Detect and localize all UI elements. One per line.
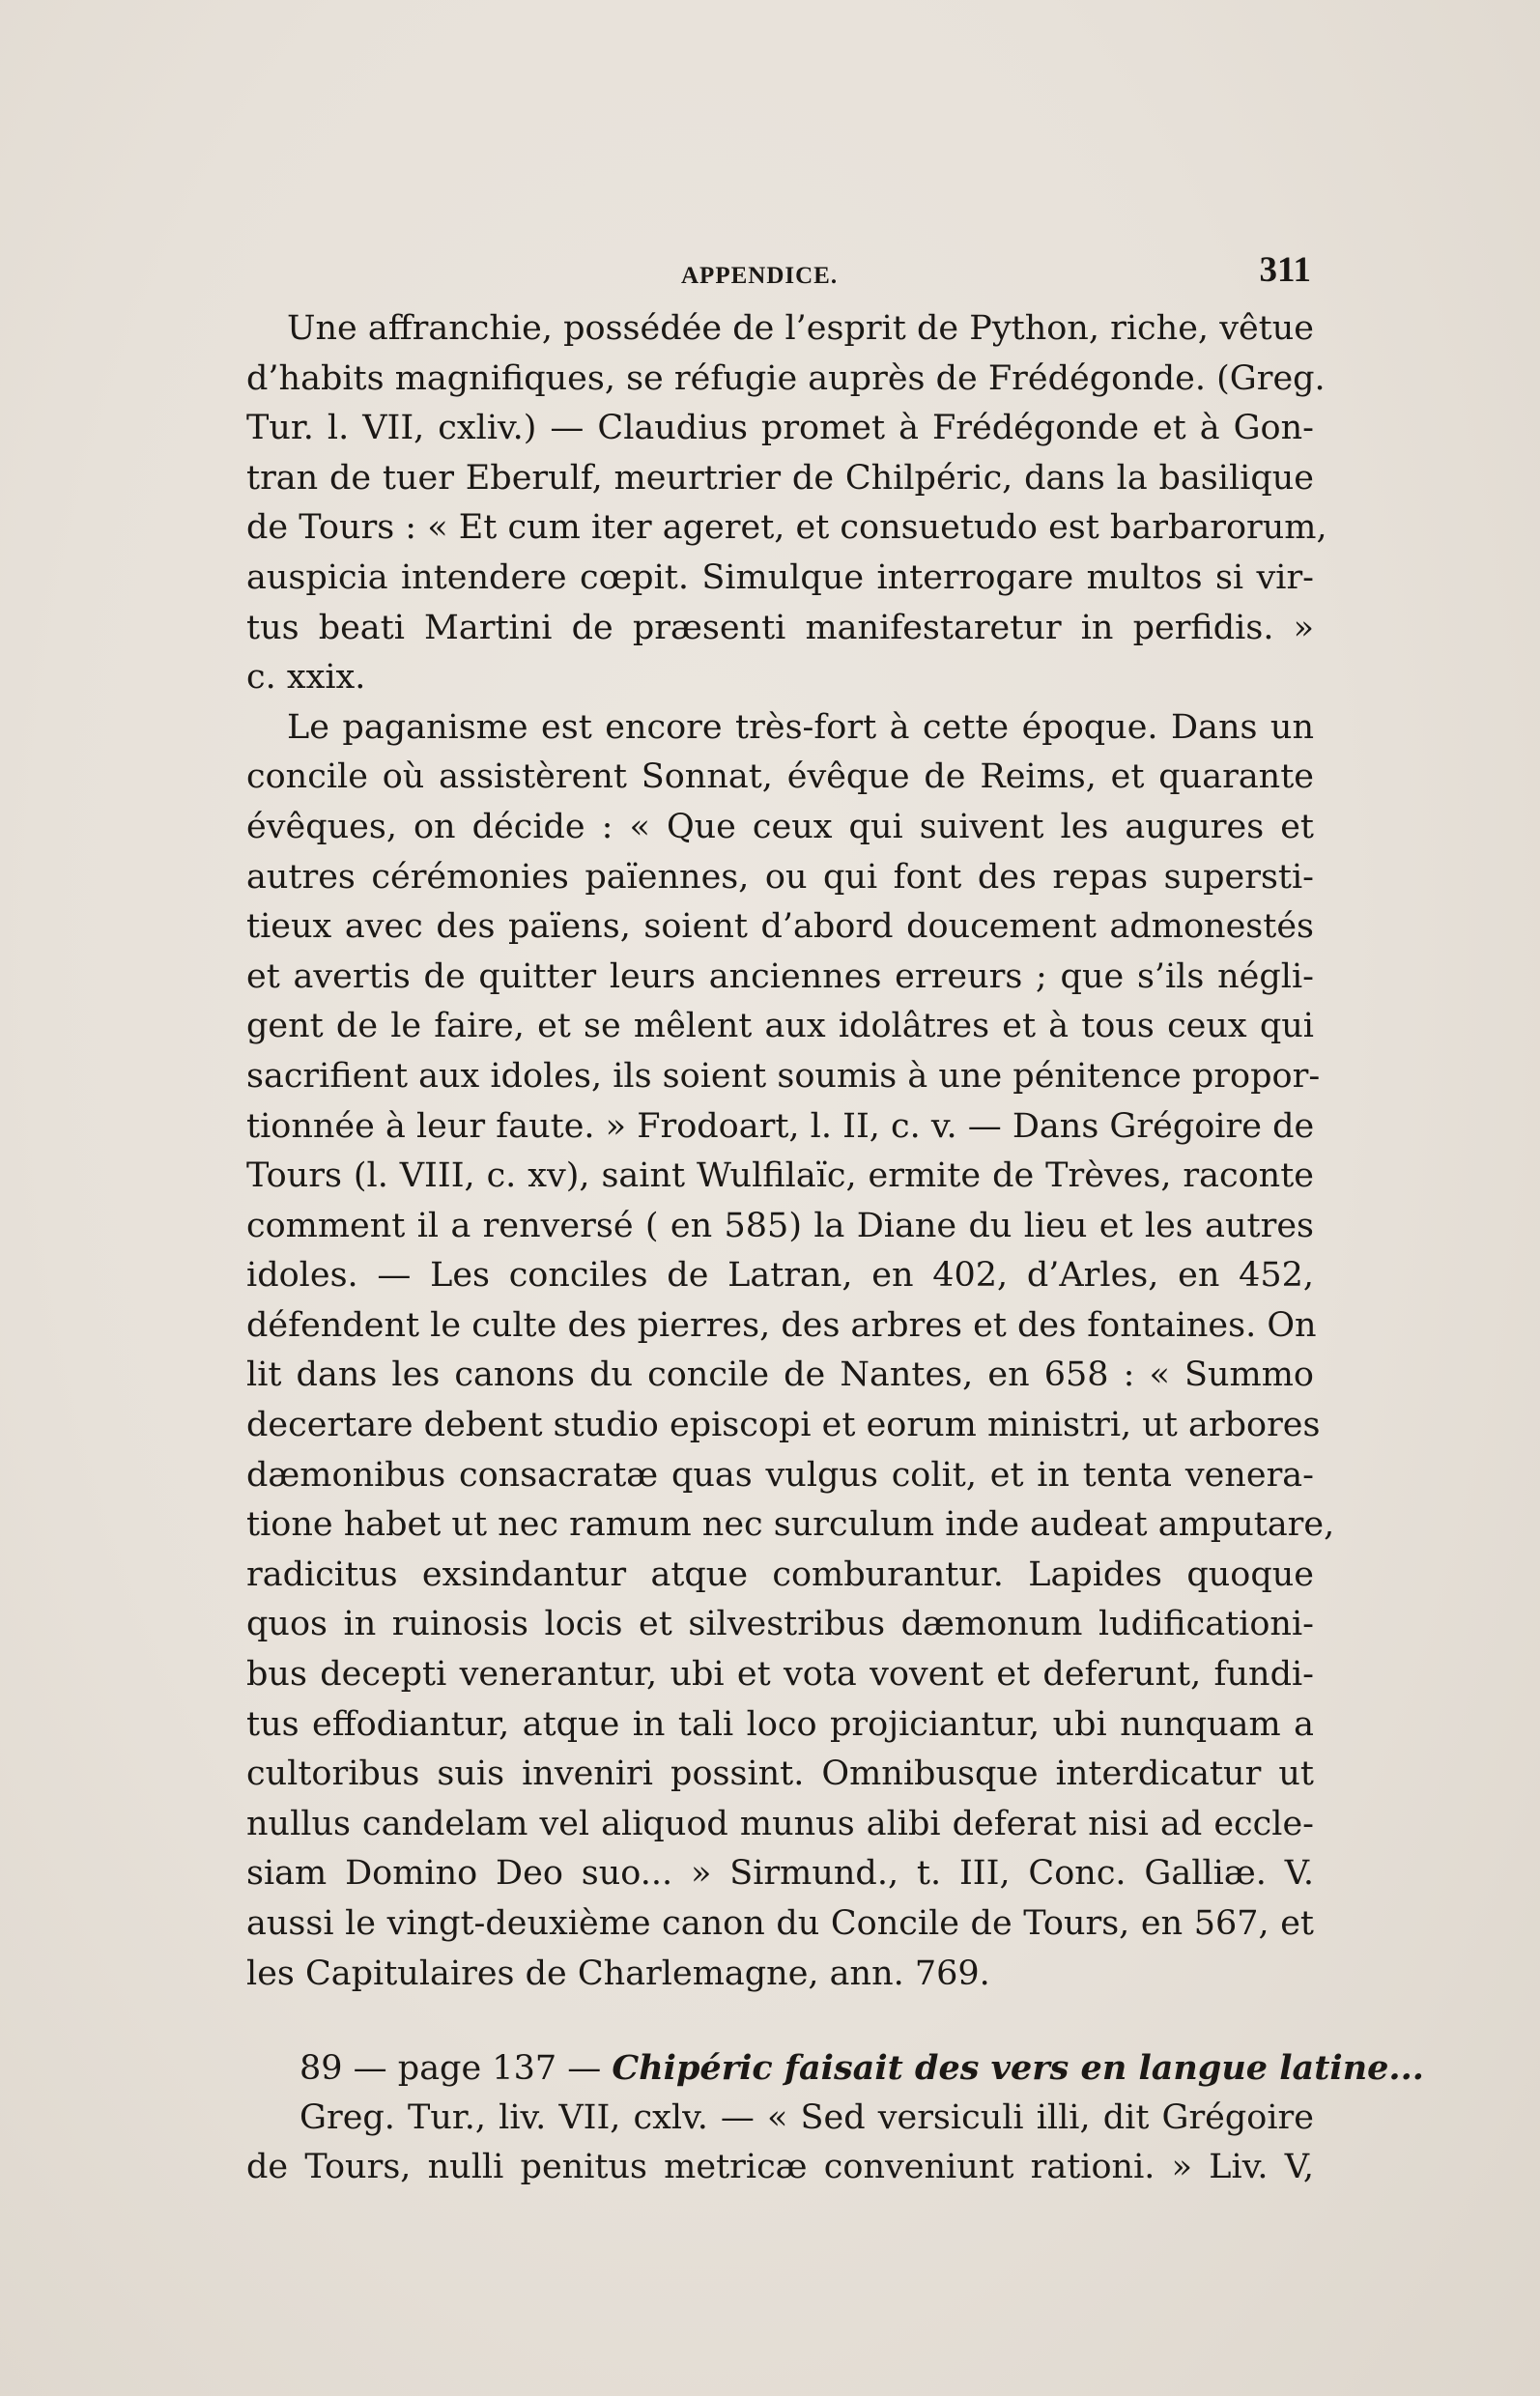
- text-line: de Tours, nulli penitus metricæ conveniunt rationi. » Liv. V,: [246, 2148, 1314, 2187]
- text-line: Greg. Tur., liv. VII, cxlv. — « Sed versiculi illi, dit Grégoire: [299, 2097, 1314, 2137]
- text-line: comment il a renversé ( en 585) la Diane du lieu et les autres: [246, 1206, 1314, 1245]
- text-line: Une affranchie, possédée de l’esprit de Python, riche, vêtue: [287, 309, 1314, 348]
- text-line: tione habet ut nec ramum nec surculum inde audeat amputare,: [246, 1505, 1335, 1545]
- body-text: [246, 304, 1424, 2193]
- text-line: Tours (l. VIII, c. xv), saint Wulfilaïc, ermite de Trèves, raconte: [246, 1156, 1314, 1196]
- note-heading: [246, 2043, 1424, 2094]
- page-header: [246, 249, 1328, 298]
- text-line: tus effodiantur, atque in tali loco projiciantur, ubi nunquam a: [246, 1704, 1314, 1744]
- note-title: Chipéric faisait des vers en langue latine...: [612, 2048, 1424, 2089]
- text-line: autres cérémonies païennes, ou qui font des repas supersti-: [246, 857, 1314, 897]
- text-line: aussi le vingt-deuxième canon du Concile de Tours, en 567, et: [246, 1904, 1314, 1943]
- text-line: tus beati Martini de præsenti manifestaretur in perfidis. »: [246, 608, 1314, 647]
- text-line: decertare debent studio episcopi et eorum ministri, ut arbores: [246, 1406, 1321, 1445]
- text-line: tionnée à leur faute. » Frodoart, l. II, c. v. — Dans Grégoire de: [246, 1106, 1315, 1146]
- text-line: nullus candelam vel aliquod munus alibi deferat nisi ad eccle-: [246, 1804, 1314, 1843]
- text-line: et avertis de quitter leurs anciennes erreurs ; que s’ils négli-: [246, 956, 1314, 996]
- note-prefix: 89 — page 137 —: [299, 2049, 613, 2089]
- text-line: tieux avec des païens, soient d’abord doucement admonestés: [246, 907, 1314, 947]
- section-gap: [246, 1999, 1314, 2043]
- page-number: 311: [1259, 250, 1311, 290]
- running-head: APPENDICE.: [681, 263, 839, 289]
- text-line: auspicia intendere cœpit. Simulque interrogare multos si vir-: [246, 557, 1314, 597]
- text-line: Le paganisme est encore très-fort à cette époque. Dans un: [287, 707, 1314, 747]
- text-line: gent de le faire, et se mêlent aux idolâtres et à tous ceux qui: [246, 1007, 1314, 1046]
- text-line: c. xxix.: [246, 658, 366, 698]
- text-line: d’habits magnifiques, se réfugie auprès de Frédégonde. (Greg.: [246, 358, 1326, 398]
- text-line: quos in ruinosis locis et silvestribus dæmonum ludificationi-: [246, 1605, 1314, 1644]
- text-line: concile où assistèrent Sonnat, évêque de Reims, et quarante: [246, 757, 1314, 797]
- note-89: [246, 2043, 1424, 2193]
- text-line: Tur. l. VII, cxliv.) — Claudius promet à Frédégonde et à Gon-: [246, 409, 1314, 448]
- paragraph-paganism: [246, 703, 1335, 1999]
- text-line: les Capitulaires de Charlemagne, ann. 769.: [246, 1954, 990, 1993]
- text-line: défendent le culte des pierres, des arbres et des fontaines. On: [246, 1305, 1317, 1345]
- text-line: radicitus exsindantur atque comburantur. Lapides quoque: [246, 1555, 1314, 1594]
- text-line: tran de tuer Eberulf, meurtrier de Chilpéric, dans la basilique: [246, 458, 1314, 498]
- text-line: dæmonibus consacratæ quas vulgus colit, et in tenta venera-: [246, 1455, 1314, 1495]
- text-line: sacrifient aux idoles, ils soient soumis à une pénitence propor-: [246, 1056, 1321, 1096]
- text-line: idoles. — Les conciles de Latran, en 402, d’Arles, en 452,: [246, 1256, 1314, 1296]
- text-line: bus decepti venerantur, ubi et vota vovent et deferunt, fundi-: [246, 1655, 1314, 1695]
- text-line: évêques, on décide : « Que ceux qui suivent les augures et: [246, 807, 1314, 846]
- text-line: cultoribus suis inveniri possint. Omnibusque interdicatur ut: [246, 1754, 1314, 1794]
- text-line: lit dans les canons du concile de Nantes, en 658 : « Summo: [246, 1355, 1314, 1395]
- paragraph-python-freedwoman: [246, 304, 1327, 703]
- text-line: de Tours : « Et cum iter ageret, et consuetudo est barbarorum,: [246, 508, 1327, 548]
- text-line: siam Domino Deo suo... » Sirmund., t. III, Conc. Galliæ. V.: [246, 1854, 1314, 1894]
